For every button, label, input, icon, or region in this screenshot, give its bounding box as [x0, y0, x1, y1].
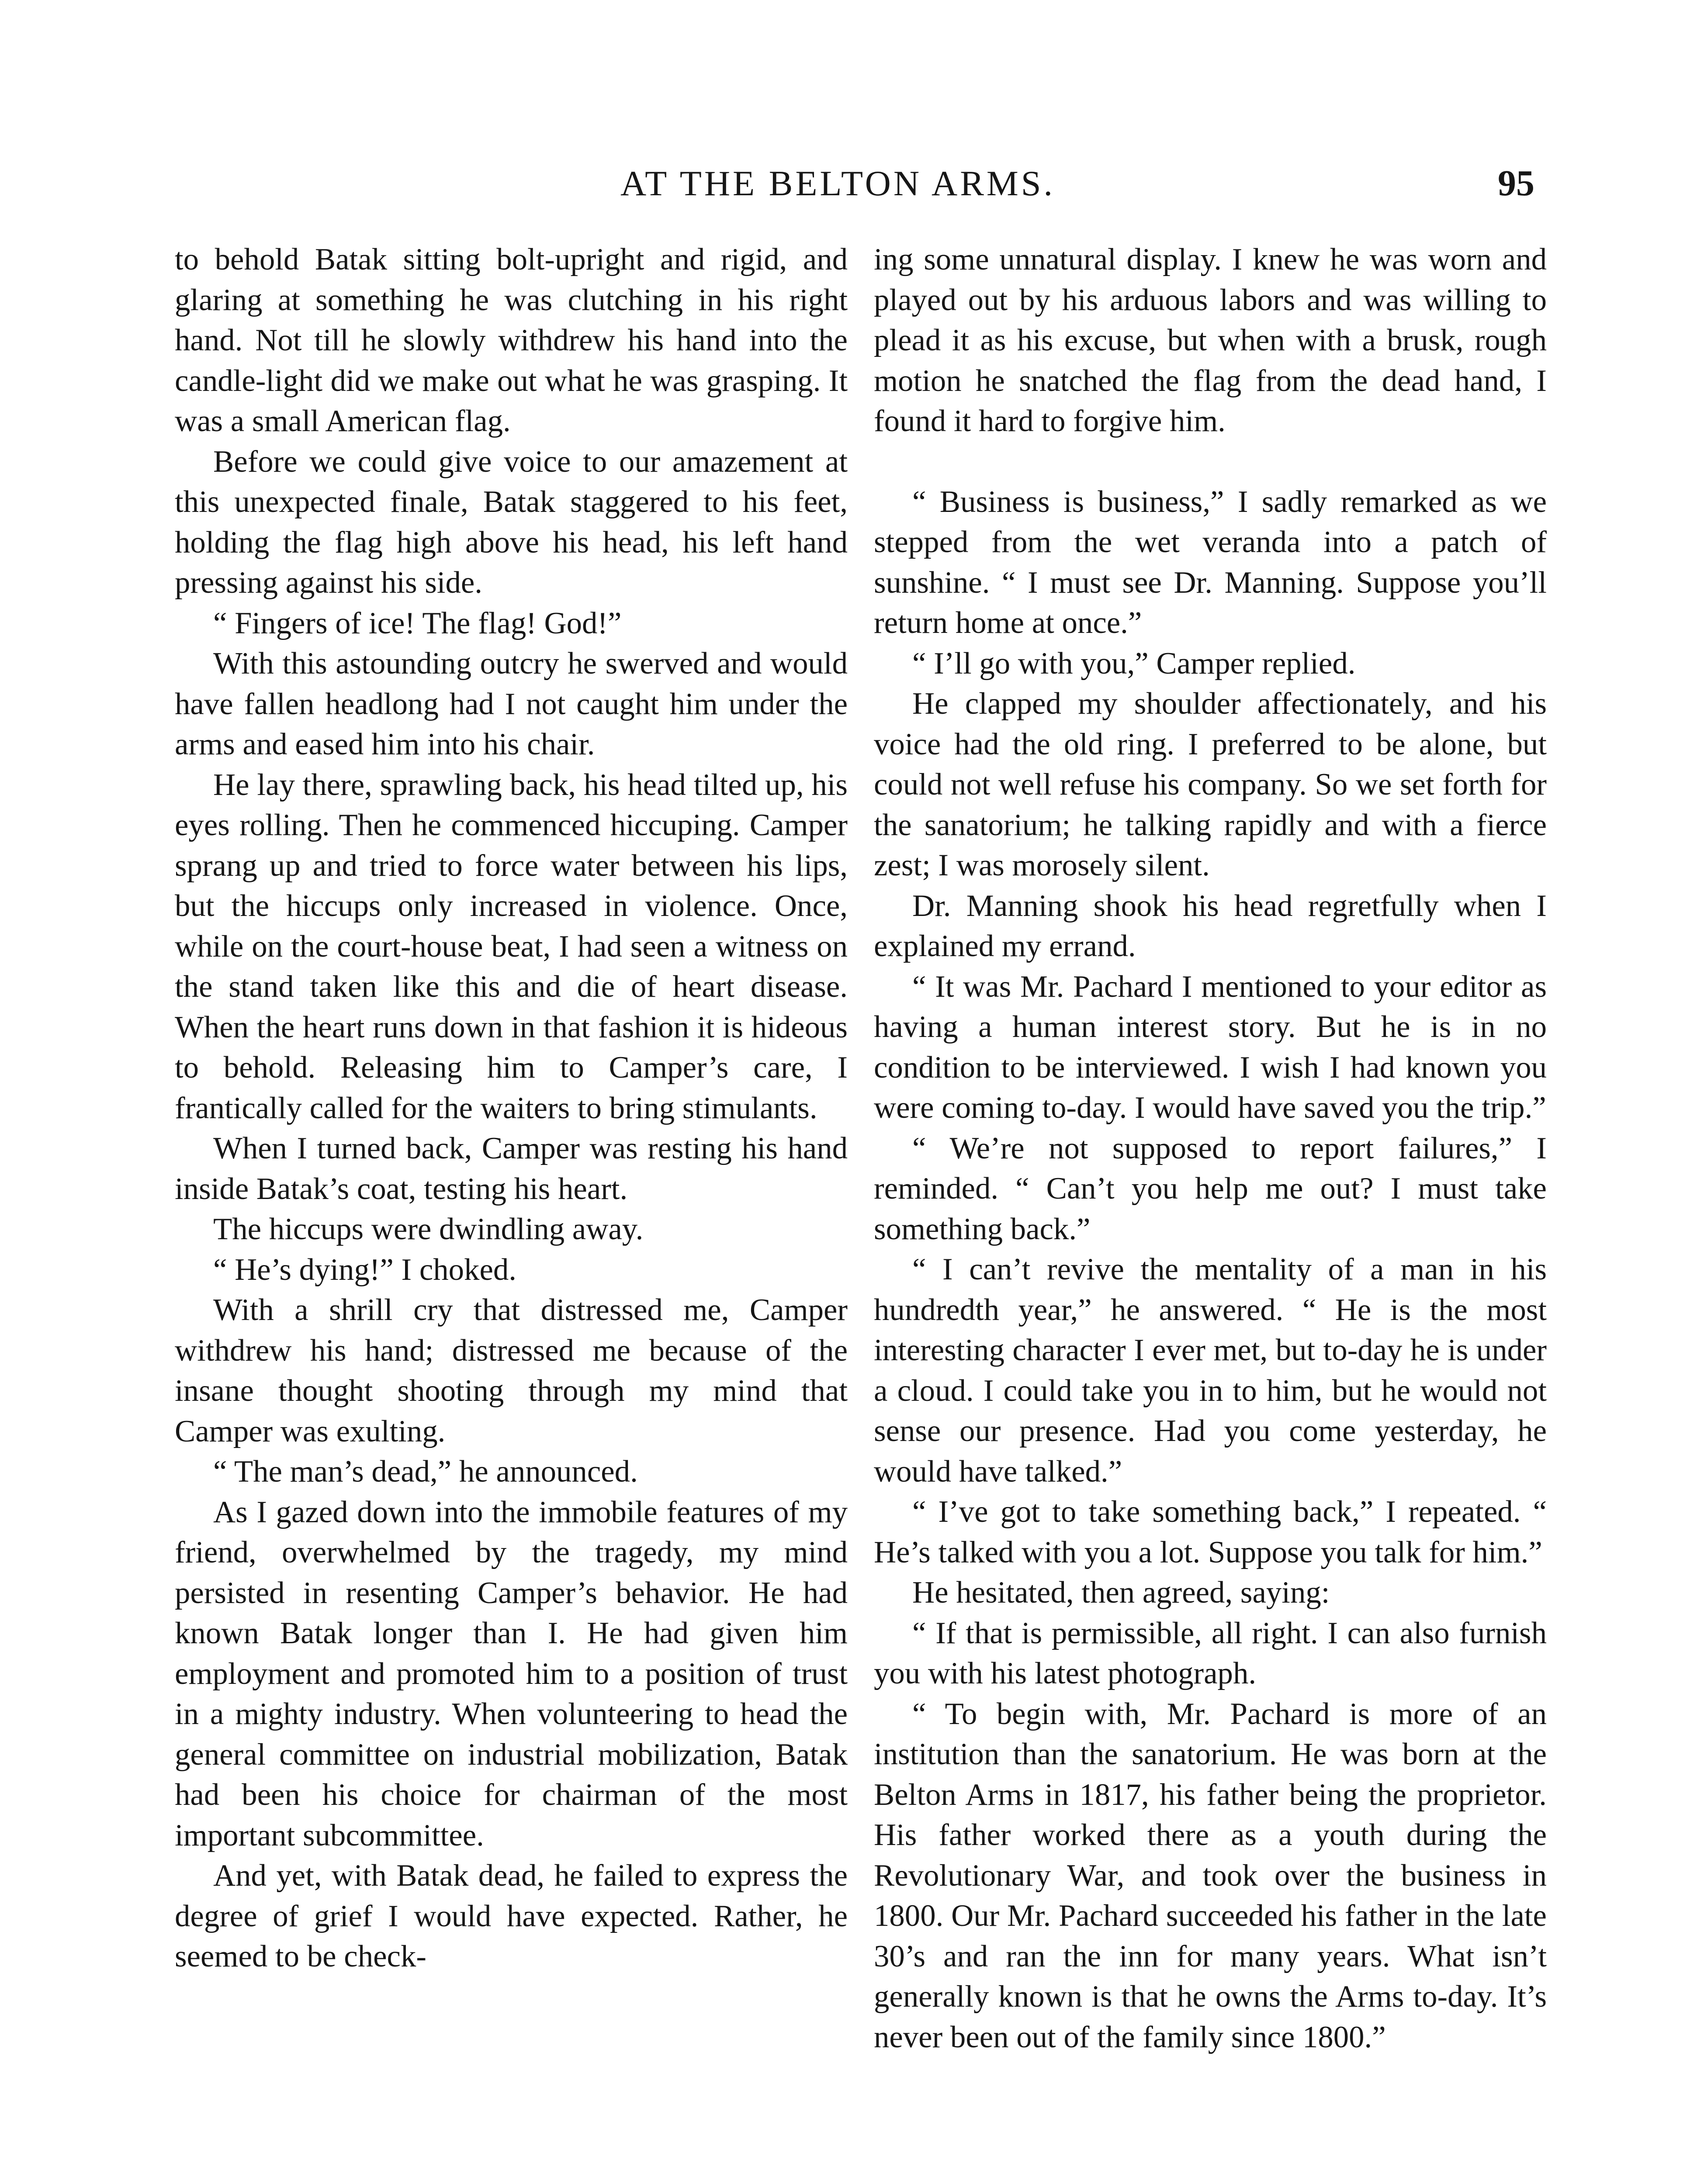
paragraph: to behold Batak sitting bolt-upright and rigid, and glaring at something he was clutching in his right hand. Not till he slowly withdrew his hand into the candle-light did we make out what he was grasping. It was a small American flag.	[175, 242, 848, 438]
left-column	[175, 239, 848, 1977]
paragraph: He clapped my shoulder affectionately, and his voice had the old ring. I preferred to be alone, but could not well refuse his company. So we set forth for the sanatorium; he talking rapidly and with a fierce zest; I was morosely silent.	[874, 687, 1547, 882]
paragraph: Before we could give voice to our amazement at this unexpected finale, Batak staggered to his feet, holding the flag high above his head, his left hand pressing against his side.	[175, 444, 848, 600]
paragraph: With a shrill cry that distressed me, Camper withdrew his hand; distressed me because of the insane thought shooting through my mind that Camper was exulting.	[175, 1293, 848, 1448]
paragraph: “ The man’s dead,” he announced.	[213, 1455, 638, 1489]
paragraph: “ Fingers of ice! The flag! God!”	[213, 606, 622, 640]
paragraph: “ We’re not supposed to report failures,” I reminded. “ Can’t you help me out? I must take something back.”	[874, 1131, 1547, 1246]
paragraph: “ I’ll go with you,” Camper replied.	[912, 646, 1356, 681]
paragraph: As I gazed down into the immobile features of my friend, overwhelmed by the tragedy, my mind persisted in resenting Camper’s behavior. He had known Batak longer than I. He had given him employment and promoted him to a position of trust in a mighty industry. When volunteering to head the general committee on industrial mobilization, Batak had been his choice for chairman of the most important subcommittee.	[175, 1495, 848, 1852]
running-title: AT THE BELTON ARMS.	[620, 163, 1055, 203]
paragraph: “ It was Mr. Pachard I mentioned to your editor as having a human interest story. But he is in no condition to be interviewed. I wish I had known you were coming to-day. I would have saved you the trip.”	[874, 969, 1547, 1125]
paragraph: He hesitated, then agreed, saying:	[912, 1576, 1330, 1610]
paragraph: “ Business is business,” I sadly remarked as we stepped from the wet veranda into a patch of sunshine. “ I must see Dr. Manning. Suppose you’ll return home at once.”	[874, 484, 1547, 640]
paragraph: The hiccups were dwindling away.	[213, 1212, 644, 1246]
paragraph: “ I’ve got to take something back,” I repeated. “ He’s talked with you a lot. Suppose you talk for him.”	[874, 1495, 1547, 1569]
paragraph: “ If that is permissible, all right. I can also furnish you with his latest photograph.	[874, 1616, 1547, 1690]
paragraph: “ He’s dying!” I choked.	[213, 1252, 516, 1287]
paragraph: “ I can’t revive the mentality of a man in his hundredth year,” he answered. “ He is the most interesting character I ever met, but to-day he is under a cloud. I could take you in to him, but he would not sense our presence. Had you come yesterday, he would have talked.”	[874, 1252, 1547, 1489]
page-number: 95	[1498, 163, 1534, 204]
paragraph: When I turned back, Camper was resting his hand inside Batak’s coat, testing his heart.	[175, 1131, 848, 1206]
paragraph: And yet, with Batak dead, he failed to express the degree of grief I would have expected. Rather, he seemed to be check-	[175, 1859, 848, 1973]
page-header	[0, 157, 1704, 210]
paragraph: Dr. Manning shook his head regretfully when I explained my errand.	[874, 888, 1547, 963]
paragraph: With this astounding outcry he swerved and would have fallen headlong had I not caught him under the arms and eased him into his chair.	[175, 646, 848, 761]
paragraph: He lay there, sprawling back, his head tilted up, his eyes rolling. Then he commenced hiccuping. Camper sprang up and tried to force water between his lips, but the hiccups only increased in violence. Once, while on the court-house beat, I had seen a witness on the stand taken like this and die of heart disease. When the heart runs down in that fashion it is hideous to behold. Releasing him to Camper’s care, I frantically called for the waiters to bring stimulants.	[175, 767, 848, 1125]
paragraph: ing some unnatural display. I knew he was worn and played out by his arduous labors and was willing to plead it as his excuse, but when with a brusk, rough motion he snatched the flag from the dead hand, I found it hard to forgive him.	[874, 242, 1547, 438]
paragraph: “ To begin with, Mr. Pachard is more of an institution than the sanatorium. He was born at the Belton Arms in 1817, his father being the proprietor. His father worked there as a youth during the Revolutionary War, and took over the business in 1800. Our Mr. Pachard succeeded his father in the late 30’s and ran the inn for many years. What isn’t generally known is that he owns the Arms to-day. It’s never been out of the family since 1800.”	[874, 1697, 1547, 2054]
right-column	[874, 239, 1547, 2057]
